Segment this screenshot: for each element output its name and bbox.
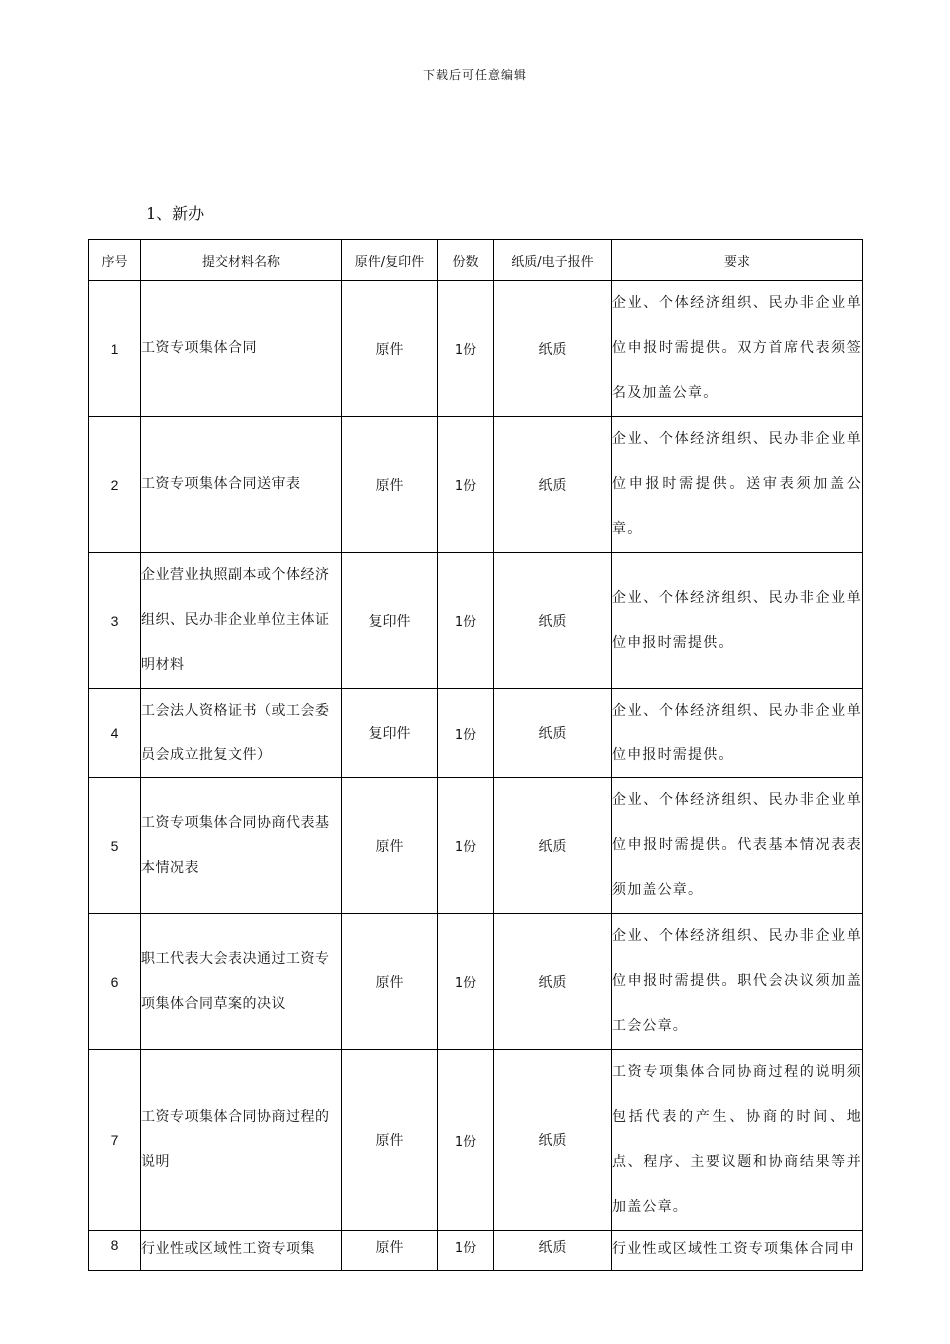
original-or-copy: 原件 (342, 281, 438, 417)
material-name: 工资专项集体合同协商过程的说明 (141, 1050, 342, 1231)
header-no: 序号 (89, 240, 141, 281)
medium: 纸质 (494, 689, 612, 778)
row-no: 3 (89, 553, 141, 689)
requirement: 行业性或区域性工资专项集体合同申 (612, 1231, 863, 1271)
material-name: 职工代表大会表决通过工资专项集体合同草案的决议 (141, 914, 342, 1050)
table-row (89, 778, 863, 914)
copies: 1份 (438, 1231, 494, 1271)
medium: 纸质 (494, 1050, 612, 1231)
table-row (89, 417, 863, 553)
requirement: 企业、个体经济组织、民办非企业单位申报时需提供。代表基本情况表表须加盖公章。 (612, 778, 863, 914)
medium: 纸质 (494, 1231, 612, 1271)
header-note: 下载后可任意编辑 (422, 68, 527, 82)
copies: 1份 (438, 417, 494, 553)
material-name: 工会法人资格证书（或工会委员会成立批复文件） (141, 689, 342, 778)
header-original-copy: 原件/复印件 (342, 240, 438, 281)
medium: 纸质 (494, 778, 612, 914)
material-name: 工资专项集体合同送审表 (141, 417, 342, 553)
header-requirement: 要求 (612, 240, 863, 281)
header-material-name: 提交材料名称 (141, 240, 342, 281)
row-no: 7 (89, 1050, 141, 1231)
original-or-copy: 原件 (342, 417, 438, 553)
copies: 1份 (438, 1050, 494, 1231)
copies: 1份 (438, 281, 494, 417)
requirement: 企业、个体经济组织、民办非企业单位申报时需提供。 (612, 553, 863, 689)
table-row (89, 689, 863, 778)
original-or-copy: 复印件 (342, 553, 438, 689)
medium: 纸质 (494, 553, 612, 689)
requirement: 企业、个体经济组织、民办非企业单位申报时需提供。送审表须加盖公章。 (612, 417, 863, 553)
table-row (89, 281, 863, 417)
copies: 1份 (438, 778, 494, 914)
material-name: 企业营业执照副本或个体经济组织、民办非企业单位主体证明材料 (141, 553, 342, 689)
material-name: 行业性或区域性工资专项集 (141, 1231, 342, 1271)
requirement: 企业、个体经济组织、民办非企业单位申报时需提供。职代会决议须加盖工会公章。 (612, 914, 863, 1050)
copies: 1份 (438, 689, 494, 778)
table-header-row (89, 240, 863, 281)
original-or-copy: 复印件 (342, 689, 438, 778)
requirement: 企业、个体经济组织、民办非企业单位申报时需提供。双方首席代表须签名及加盖公章。 (612, 281, 863, 417)
original-or-copy: 原件 (342, 778, 438, 914)
table-row (89, 914, 863, 1050)
header-copies: 份数 (438, 240, 494, 281)
material-name: 工资专项集体合同协商代表基本情况表 (141, 778, 342, 914)
material-name: 工资专项集体合同 (141, 281, 342, 417)
table-row (89, 553, 863, 689)
original-or-copy: 原件 (342, 1231, 438, 1271)
table-row (89, 1050, 863, 1231)
table-row (89, 1231, 863, 1271)
copies: 1份 (438, 553, 494, 689)
row-no: 8 (89, 1231, 141, 1271)
header-medium: 纸质/电子报件 (494, 240, 612, 281)
requirement: 企业、个体经济组织、民办非企业单位申报时需提供。 (612, 689, 863, 778)
original-or-copy: 原件 (342, 914, 438, 1050)
copies: 1份 (438, 914, 494, 1050)
row-no: 6 (89, 914, 141, 1050)
row-no: 5 (89, 778, 141, 914)
original-or-copy: 原件 (342, 1050, 438, 1231)
medium: 纸质 (494, 417, 612, 553)
row-no: 4 (89, 689, 141, 778)
materials-table (88, 239, 863, 1271)
medium: 纸质 (494, 914, 612, 1050)
row-no: 1 (89, 281, 141, 417)
row-no: 2 (89, 417, 141, 553)
section-title: 1、新办 (146, 204, 205, 223)
medium: 纸质 (494, 281, 612, 417)
requirement: 工资专项集体合同协商过程的说明须包括代表的产生、协商的时间、地点、程序、主要议题和协商结果等并加盖公章。 (612, 1050, 863, 1231)
